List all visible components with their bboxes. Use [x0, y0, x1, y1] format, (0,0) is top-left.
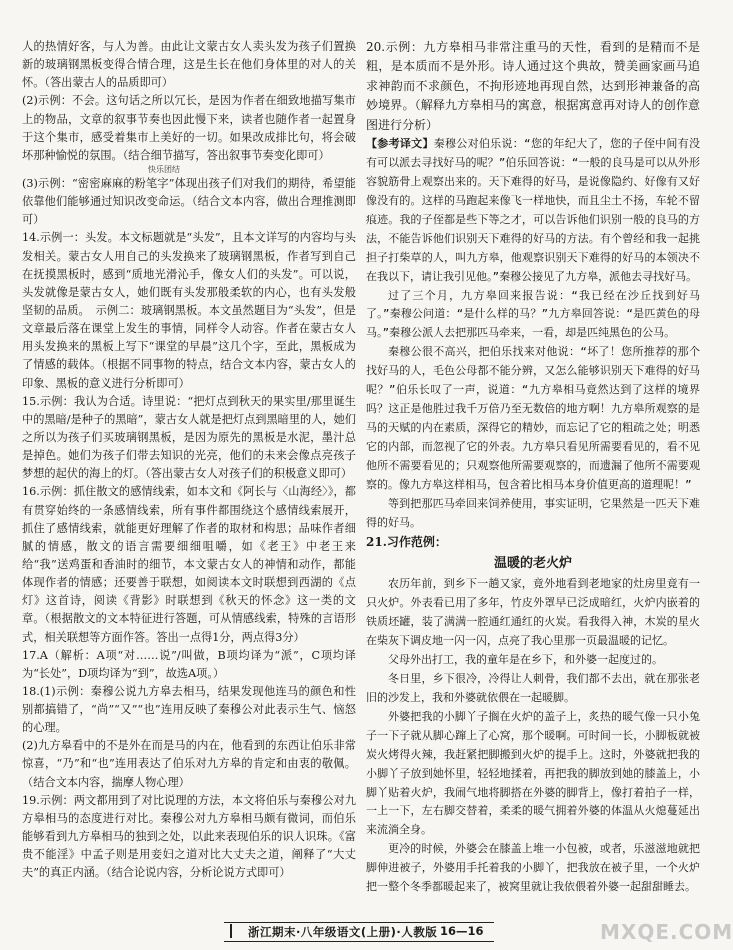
answer-15: 15.示例：我认为合适。诗里说：“把灯点到秋天的果实里/那里诞生中的黑暗/是种子的黑暗”，蒙古女人就是把灯点到黑暗里的人，她们之所以为孩子们买玻璃钢黑板，是因为原先的黑板是水泥，墨汁总是掉色。她们为孩子们带去知识的光亮，他们的未来会像点亮孩子梦想的起伏的海上的灯。（答出蒙古女人对孩子们的积极意义即可） [22, 394, 356, 481]
reference-translation-2: 过了三个月，九方皋回来报告说：“我已经在沙丘找到好马了。”秦穆公问道：“是什么样的马？”九方皋回答说：“是匹黄色的母马。”秦穆公派人去把那匹马牵来，一看，却是匹纯黑色的公马。 [366, 288, 700, 340]
answer-20: 20.示例：九方皋相马非常注重马的天性，看到的是精而不是粗，是本质而不是外形。诗人通过这个典故，赞美画家画马追求神韵而不求颜色，不拘形迹地再现自然，达到形神兼备的高妙境界。（解释九方皋相马的寓意，根据寓意再对诗人的创作意图进行分析） [366, 40, 700, 132]
footer-title: 浙江期末·八年级语文(上册)·人教版 [248, 925, 438, 939]
essay-paragraph-3: 冬日里，乡下很冷，冷得让人刺骨，我们都不去出，就在那张老旧的沙发上，我和外婆就依偎在一起暖脚。 [366, 672, 700, 704]
answer-19: 19.示例：两文都用到了对比说理的方法，本文将伯乐与秦穆公对九方皋相马的态度进行对比。秦穆公对九方皋相马颇有微词，而伯乐能够看到九方皋相马的独到之处，以此来表现伯乐的识人识珠。《富贵不能淫》中孟子则是用妾妇之道对比大丈夫之道，阐释了“大丈夫”的真正内涵。（结合论说内容，分析论说方式即可） [22, 793, 356, 880]
reference-translation-4: 等到把那匹马牵回来饲养使用，事实证明，它果然是一匹天下难得的好马。 [366, 496, 700, 529]
essay-paragraph-4: 外婆把我的小脚丫子搁在火炉的盖子上，炙热的暖气像一只小兔子一下子就从脚心蹿上了心窝，那个暖啊。可时间一长，小脚板就被炭火烤得火辣，我赶紧把脚搬到火炉的提手上。这时，外婆就把我的小脚丫子放到她怀里，轻轻地揉着，再把我的脚放到她的膝盖上，小脚丫贴着火炉，我闹气地将脚搭在外婆的脚背上，像打着拍子一样，一上一下，左右脚交替着，柔柔的暖气拥着外婆的体温从火熄蔓延出来流淌全身。 [366, 709, 700, 837]
answer-18-1: 18.(1)示例：秦穆公说九方皋去相马，结果发现他连马的颜色和性别都搞错了，“尚”“又”“也”连用反映了秦穆公对此表示生气、恼怒的心理。 [22, 684, 356, 735]
left-column [22, 38, 356, 882]
answer-17: 17.A（解析：A项“对……说”/叫做，B项均译为“派”，C项均译为“长处”，D项均译为“到”，故选A项。） [22, 648, 356, 680]
answer-13-1-continued: 人的热情好客，与人为善。由此让文蒙古女人卖头发为孩子们置换新的玻璃钢黑板变得合情合理，这是生长在他们身体里的对人的关怀。（答出蒙古人的品质即可） [22, 40, 356, 90]
reference-translation-text-1: 秦穆公对伯乐说：“您的年纪大了，您的子侄中间有没有可以派去寻找好马的呢？”伯乐回答说：“一般的良马是可以从外形容貌筋骨上观察出来的。天下难得的好马，是说像隐约、好像有又好像没有的。这样的马跑起来像飞一样地快，而且尘土不扬，车轮不留痕迹。我的子侄都是些下等之才，可以告诉他们识别一般的良马的方法，不能告诉他们识别天下难得的好马的方法。有个曾经和我一起挑担子打柴草的人，叫九方皋，他观察识别天下难得的好马的本领决不在我以下，请让我引见他。”秦穆公接见了九方皋，派他去寻找好马。 [366, 137, 700, 283]
answer-14: 14.示例一：头发。本文标题就是“头发”，且本文详写的内容均与头发相关。蒙古女人用自己的头发换来了玻璃钢黑板，作者写到自己在抚摸黑板时，感到“质地光滑沁手，像女人们的头发”。可以说，头发就像是蒙古女人，她们既有头发那般柔软的内心，也有头发般坚韧的品质。 示例二：玻璃钢黑板。本文虽然题目为“头发”，但是文章最后落在课堂上发生的事情，同样令人动容。作者在蒙古女人用头发换来的黑板上写下“课堂的早晨”这几个字，至此，黑板成为了情感的载体。（根据不同事物的特点，结合文本内容，蒙古女人的印象、黑板的意义进行分析即可） [22, 231, 356, 390]
footer-bracket-mark [230, 924, 244, 938]
site-watermark: MXQE.COM [600, 920, 733, 944]
right-column [366, 38, 700, 897]
reference-translation-title: 【参考译文】 [366, 137, 434, 151]
answer-21-heading: 21.习作范例： [366, 534, 447, 549]
essay-paragraph-1: 农历年前，到乡下一趟又家，竟外地看到老地家的灶房里竟有一只火炉。外表看已用了多年，竹皮外罩早已泛成暗红，火炉内嵌着的铁质坯罐，装了满满一腔通红通红的火炭。看我得入神，木炭的星火在柴灰下调皮地一闪一闪，点亮了我心里那一页最温暖的记忆。 [366, 577, 700, 648]
reference-translation-3: 秦穆公很不高兴，把伯乐找来对他说：“坏了！您所推荐的那个找好马的人，毛色公母都不能分辨，又怎么能够识别天下难得的好马呢？”伯乐长叹了一声，说道：“九方皋相马竟然达到了这样的境界吗？这正是他胜过我千万倍乃至无数倍的地方啊！九方皋所观察的是马的天赋的内在素质，深得它的精妙，而忘记了它的粗疏之处；明悉它的内部，而忽视了它的外表。九方皋只看见所需要看见的，看不见他所不需要看见的；只观察他所需要观察的，而遗漏了他所不需要观察的。像九方皋这样相马，包含着比相马本身价值更高的道理呢！” [366, 345, 700, 491]
reference-translation-1 [366, 135, 700, 286]
answer-18-2: (2)九方皋看中的不是外在而是马的内在，他看到的东西让伯乐非常惊喜，“乃”和“也”连用表达了伯乐对九方皋的肯定和由衷的敬佩。（结合文本内容，揣摩人物心理） [22, 739, 356, 789]
page-number: 16—16 [440, 924, 484, 938]
answer-16: 16.示例：抓住散文的感情线索，如本文和《阿长与〈山海经〉》，都有贯穿始终的一条感情线索，所有事件都围绕这个感情线索展开，抓住了感情线索，就能更好理解了作者的取材和构思；品味作者细腻的情感，散文的语言需要细细咀嚼，如《老王》中老王来给“我”送鸡蛋和香油时的细节，本文蒙古女人的神情和动作，都能体现作者的情感；还要善于联想，如阅读本文时联想到西湖的《点灯》这首诗，阅读《背影》时联想到《秋天的怀念》这一类的文章。（根据散文的文本特征进行答题，可从情感线索，特殊的言语形式，相关联想等方面作答。答出一点得1分，两点得3分） [22, 485, 356, 644]
essay-paragraph-2: 父母外出打工，我的童年是在乡下，和外婆一起度过的。 [388, 653, 663, 667]
essay-title: 温暖的老火炉 [493, 555, 572, 571]
essay-paragraph-5: 更冷的时候，外婆会在膝盖上堆一小包被，或者，乐滋滋地就把脚伸进被子，外婆用手托着我的小脚丫，把我放在被子里，一个火炉把一整个冬季都暖起来了，被窝里就让我依偎着外婆一起甜甜睡去。 [366, 842, 700, 894]
handwritten-note: 快乐团结 [148, 164, 180, 174]
answer-13-3: (3)示例：“密密麻麻的粉笔字”体现出孩子们对我们的期待，希望能依靠他们能够通过知识改变命运。（结合文本内容，做出合理推测即可） [22, 176, 356, 227]
answer-13-2: (2)示例：不会。这句话之所以冗长，是因为作者在细致地描写集市上的物品，文章的叙事节奏也因此慢下来，读者也随作者一起置身于这个集市，感受着集市上美好的一切。如果改成排比句，将会破坏那种愉悦的氛围。（结合细节描写，答出叙事节奏变化即可） [22, 94, 356, 162]
